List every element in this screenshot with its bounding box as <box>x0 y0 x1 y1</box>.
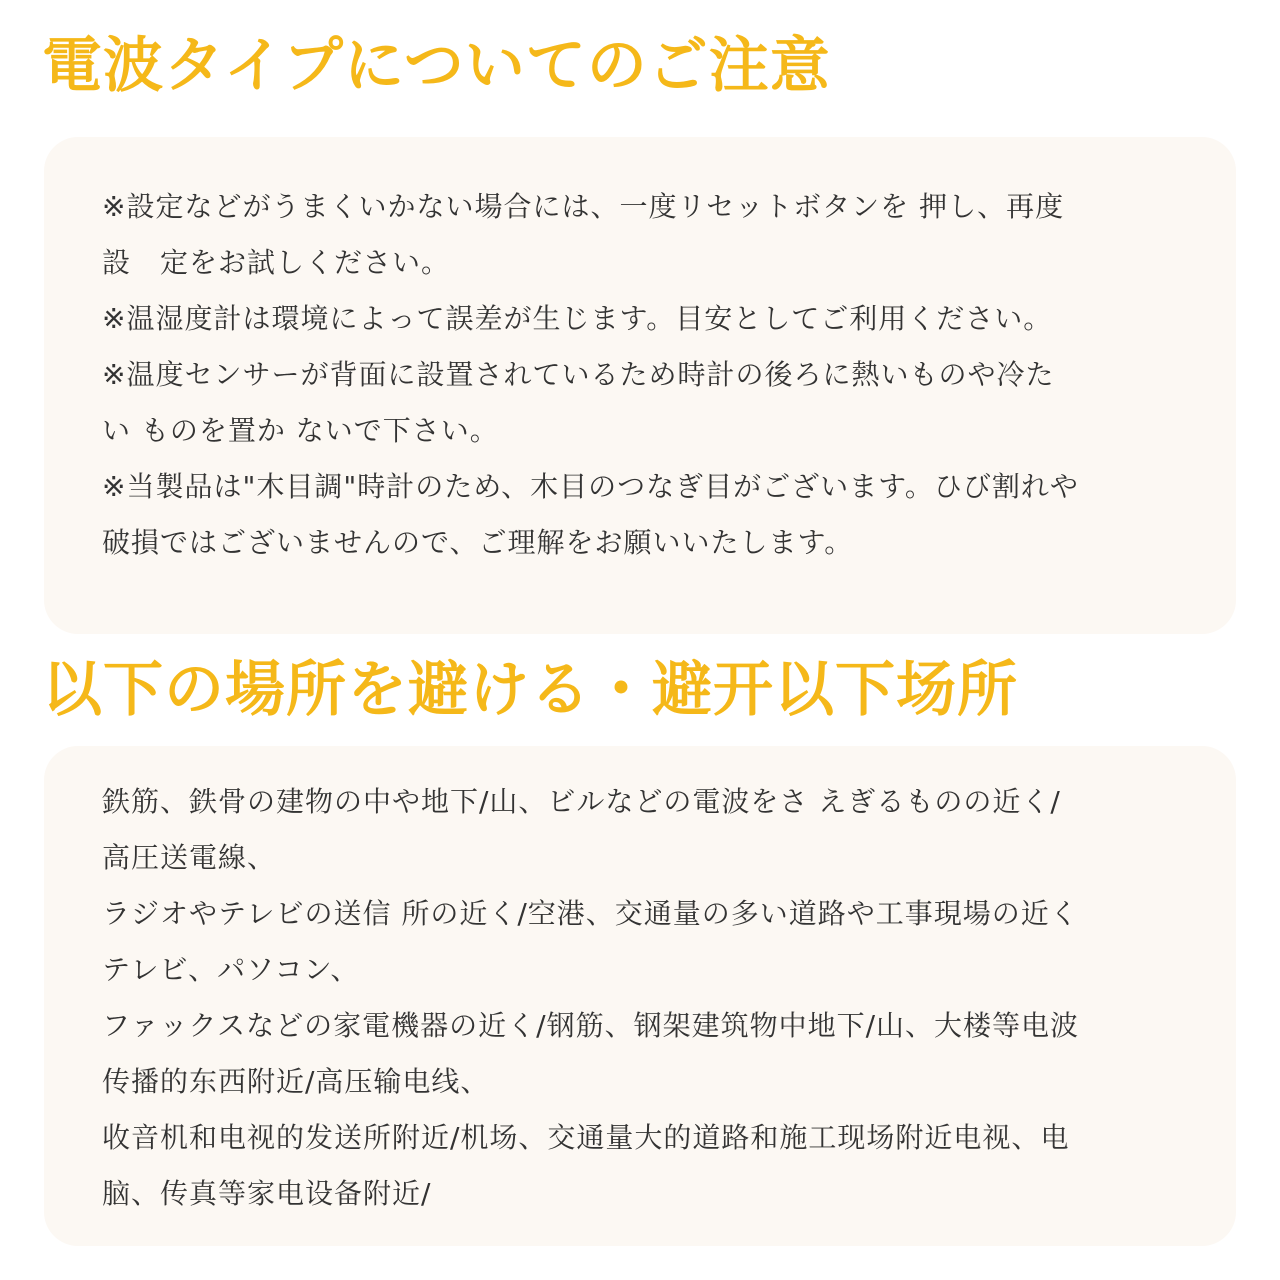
location-line: 高圧送電線、 <box>102 841 277 874</box>
notice-line: ※当製品は"木目調"時計のため、木目のつなぎ目がございます。ひび割れや <box>102 470 1079 503</box>
notice-line: 破損ではございませんので、ご理解をお願いいたします。 <box>102 526 854 559</box>
radio-notice-text <box>102 179 1196 571</box>
radio-notice-panel <box>44 137 1236 634</box>
location-line: 收音机和电视的发送所附近/机场、交通量大的道路和施工现场附近电视、电 <box>102 1121 1070 1154</box>
location-line: 传播的东西附近/高压输电线、 <box>102 1065 490 1098</box>
section-title-avoid-locations: 以下の場所を避ける・避开以下场所 <box>42 655 1018 725</box>
notice-line: ※温湿度計は環境によって誤差が生じます。目安としてご利用ください。 <box>102 302 1053 335</box>
avoid-locations-text <box>102 774 1196 1222</box>
notice-line: ※温度センサーが背面に設置されているため時計の後ろに熱いものや冷た <box>102 358 1055 391</box>
location-line: 脑、传真等家电设备附近/ <box>102 1177 432 1210</box>
avoid-locations-panel <box>44 746 1236 1246</box>
location-line: ファックスなどの家電機器の近く/钢筋、钢架建筑物中地下/山、大楼等电波 <box>102 1009 1080 1042</box>
notice-line: ※設定などがうまくいかない場合には、一度リセットボタンを 押し、再度 <box>102 190 1065 223</box>
location-line: テレビ、パソコン、 <box>102 953 360 986</box>
location-line: 鉄筋、鉄骨の建物の中や地下/山、ビルなどの電波をさ えぎるものの近く/ <box>102 785 1061 818</box>
section-title-radio-notice: 電波タイプについてのご注意 <box>42 31 831 101</box>
notice-line: 設 定をお試しください。 <box>102 246 451 279</box>
location-line: ラジオやテレビの送信 所の近く/空港、交通量の多い道路や工事現場の近く <box>102 897 1079 930</box>
notice-line: い ものを置か ないで下さい。 <box>102 414 499 447</box>
